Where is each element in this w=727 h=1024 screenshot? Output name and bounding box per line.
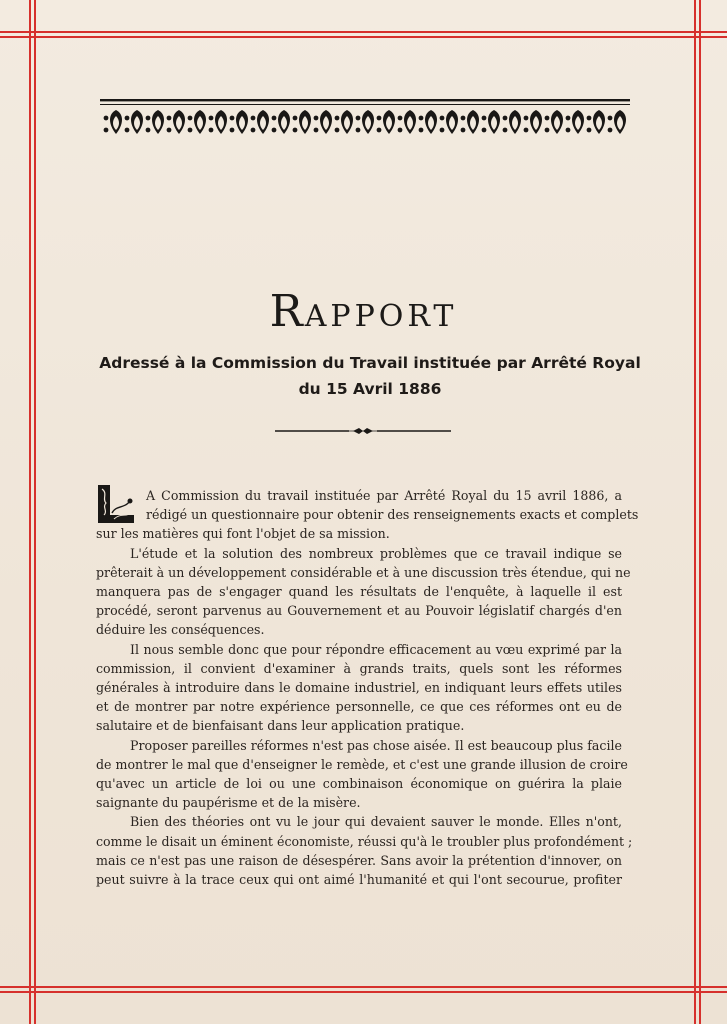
ornament-leaf (278, 110, 290, 134)
text-line: générales à introduire dans le domaine industriel, en indiquant leurs effets utiles (96, 680, 622, 696)
ornament-dot (461, 116, 466, 121)
ornament-dot (230, 128, 235, 133)
margin-rule-bottom-inner (0, 986, 727, 988)
ornament-leaf (299, 110, 311, 134)
ornament-dot (566, 128, 571, 133)
ornament-leaf (446, 110, 458, 134)
ornament-leaf (236, 110, 248, 134)
ornament-dot (188, 128, 193, 133)
ornament-dot (545, 128, 550, 133)
ornament-dot (251, 128, 256, 133)
ornament-leaf (572, 110, 584, 134)
text-line: comme le disait un éminent économiste, réussi qu'à le troubler plus profondément ; (96, 833, 633, 849)
margin-rule-bottom (0, 991, 727, 993)
ornament-leaf (488, 110, 500, 134)
text-line: A Commission du travail instituée par Arrêté Royal du 15 avril 1886, a (146, 488, 622, 503)
ornament-dot (524, 128, 529, 133)
ornament-leaf (614, 110, 626, 134)
subtitle-line-1: Adressé à la Commission du Travail instituée par Arrêté Royal (99, 354, 641, 372)
text-line: peut suivre à la trace ceux qui ont aimé l'humanité et qui l'ont secourue, profiter (96, 872, 622, 888)
ornament-leaf (530, 110, 542, 134)
ornament-dot (461, 128, 466, 133)
ornament-dot (482, 116, 487, 121)
text-line: sur les matières qui font l'objet de sa mission. (96, 526, 390, 542)
ornament-dot (608, 128, 613, 133)
ornament-leaf (509, 110, 521, 134)
text-line: Bien des théories ont vu le jour qui devaient sauver le monde. Elles n'ont, (130, 814, 622, 830)
ornament-dot (272, 116, 277, 121)
margin-rule-left (29, 0, 31, 1024)
ornament-leaf (362, 110, 374, 134)
ornament-dot (419, 116, 424, 121)
ornament-dot (335, 116, 340, 121)
ornament-leaf (215, 110, 227, 134)
ornament-dot (377, 128, 382, 133)
ornament-leaf (257, 110, 269, 134)
margin-rule-left-inner (34, 0, 36, 1024)
ornament-dot (356, 128, 361, 133)
text-line: Il nous semble donc que pour répondre efficacement au vœu exprimé par la (130, 641, 622, 657)
ornament-leaf (425, 110, 437, 134)
ornament-dot (167, 116, 172, 121)
ornament-leaf (467, 110, 479, 134)
ornament-dot (566, 116, 571, 121)
margin-rule-right (699, 0, 701, 1024)
subtitle-line-2: du 15 Avril 1886 (298, 380, 442, 398)
ornament-dot (419, 128, 424, 133)
ornament-leaf (593, 110, 605, 134)
ornament-dot (587, 128, 592, 133)
text-line: rédigé un questionnaire pour obtenir des renseignements exacts et complets (146, 507, 639, 523)
text-line: de montrer le mal que d'enseigner le remède, et c'est une grande illusion de croire (96, 756, 628, 772)
text-line: commission, il convient d'examiner à grands traits, quels sont les réformes (96, 660, 622, 676)
ornament-dot (146, 116, 151, 121)
ornament-leaf (131, 110, 143, 134)
ornament-dot (503, 128, 508, 133)
ornament-dot (146, 128, 151, 133)
ornament-dot (251, 116, 256, 121)
ornament-dot (104, 116, 109, 121)
text-line: salutaire et de bienfaisant dans leur application pratique. (96, 718, 465, 734)
ornament-leaf (383, 110, 395, 134)
ornament-dot (314, 116, 319, 121)
ornament-dot (167, 128, 172, 133)
ornament-dot (377, 116, 382, 121)
ornament-leaf (110, 110, 122, 134)
margin-rule-right-inner (694, 0, 696, 1024)
ornament-leaf (341, 110, 353, 134)
ornament-dot (209, 116, 214, 121)
page-title: RAPPORT (269, 286, 458, 337)
ornament-dot (482, 128, 487, 133)
ornament-dot (314, 128, 319, 133)
text-line: mais ce n'est pas une raison de désespérer. Sans avoir la prétention d'innover, on (96, 852, 622, 868)
ornament-dot (335, 128, 340, 133)
ornament-dot (188, 116, 193, 121)
text-line: déduire les conséquences. (96, 622, 265, 638)
ornament-dot (398, 128, 403, 133)
ornament-dot (104, 128, 109, 133)
text-line: saignante du paupérisme et de la misère. (96, 795, 361, 811)
ornament-dot (293, 128, 298, 133)
ornament-dot (209, 128, 214, 133)
ornament-leaf (194, 110, 206, 134)
ornament-dot (398, 116, 403, 121)
decorative-header-band-icon (100, 96, 630, 140)
ornament-dot (587, 116, 592, 121)
ornament-dot (272, 128, 277, 133)
ornament-leaf (551, 110, 563, 134)
ornament-dot (125, 128, 130, 133)
ornament-dot (608, 116, 613, 121)
body-text (96, 486, 639, 889)
ornament-dot (545, 116, 550, 121)
ornament-dot (503, 116, 508, 121)
ornament-dot (125, 116, 130, 121)
ornament-leaf (320, 110, 332, 134)
text-line: et de montrer par notre expérience personnelle, ce que ces réformes ont eu de (96, 699, 622, 715)
ornament-dot (230, 116, 235, 121)
ornament-leaf (152, 110, 164, 134)
ornament-dot (293, 116, 298, 121)
ornament-leaf (404, 110, 416, 134)
text-line: L'étude et la solution des nombreux problèmes que ce travail indique se (130, 545, 622, 561)
text-line: qu'avec un article de loi ou une combinaison économique on guérira la plaie (96, 776, 622, 792)
text-line: procédé, seront parvenus au Gouvernement et au Pouvoir législatif chargés d'en (96, 603, 622, 619)
divider-flourish-icon (275, 426, 451, 436)
text-line: prêterait à un développement considérable et à une discussion très étendue, qui ne (96, 564, 631, 580)
ornament-dot (440, 128, 445, 133)
ornament-dot (356, 116, 361, 121)
text-line: Proposer pareilles réformes n'est pas chose aisée. Il est beaucoup plus facile (130, 737, 622, 753)
margin-rule-top (0, 31, 727, 33)
ornament-leaf (173, 110, 185, 134)
ornament-dot (524, 116, 529, 121)
text-line: manquera pas de s'engager quand les résultats de l'enquête, à laquelle il est (96, 584, 622, 600)
ornament-dot (440, 116, 445, 121)
margin-rule-top-inner (0, 36, 727, 38)
